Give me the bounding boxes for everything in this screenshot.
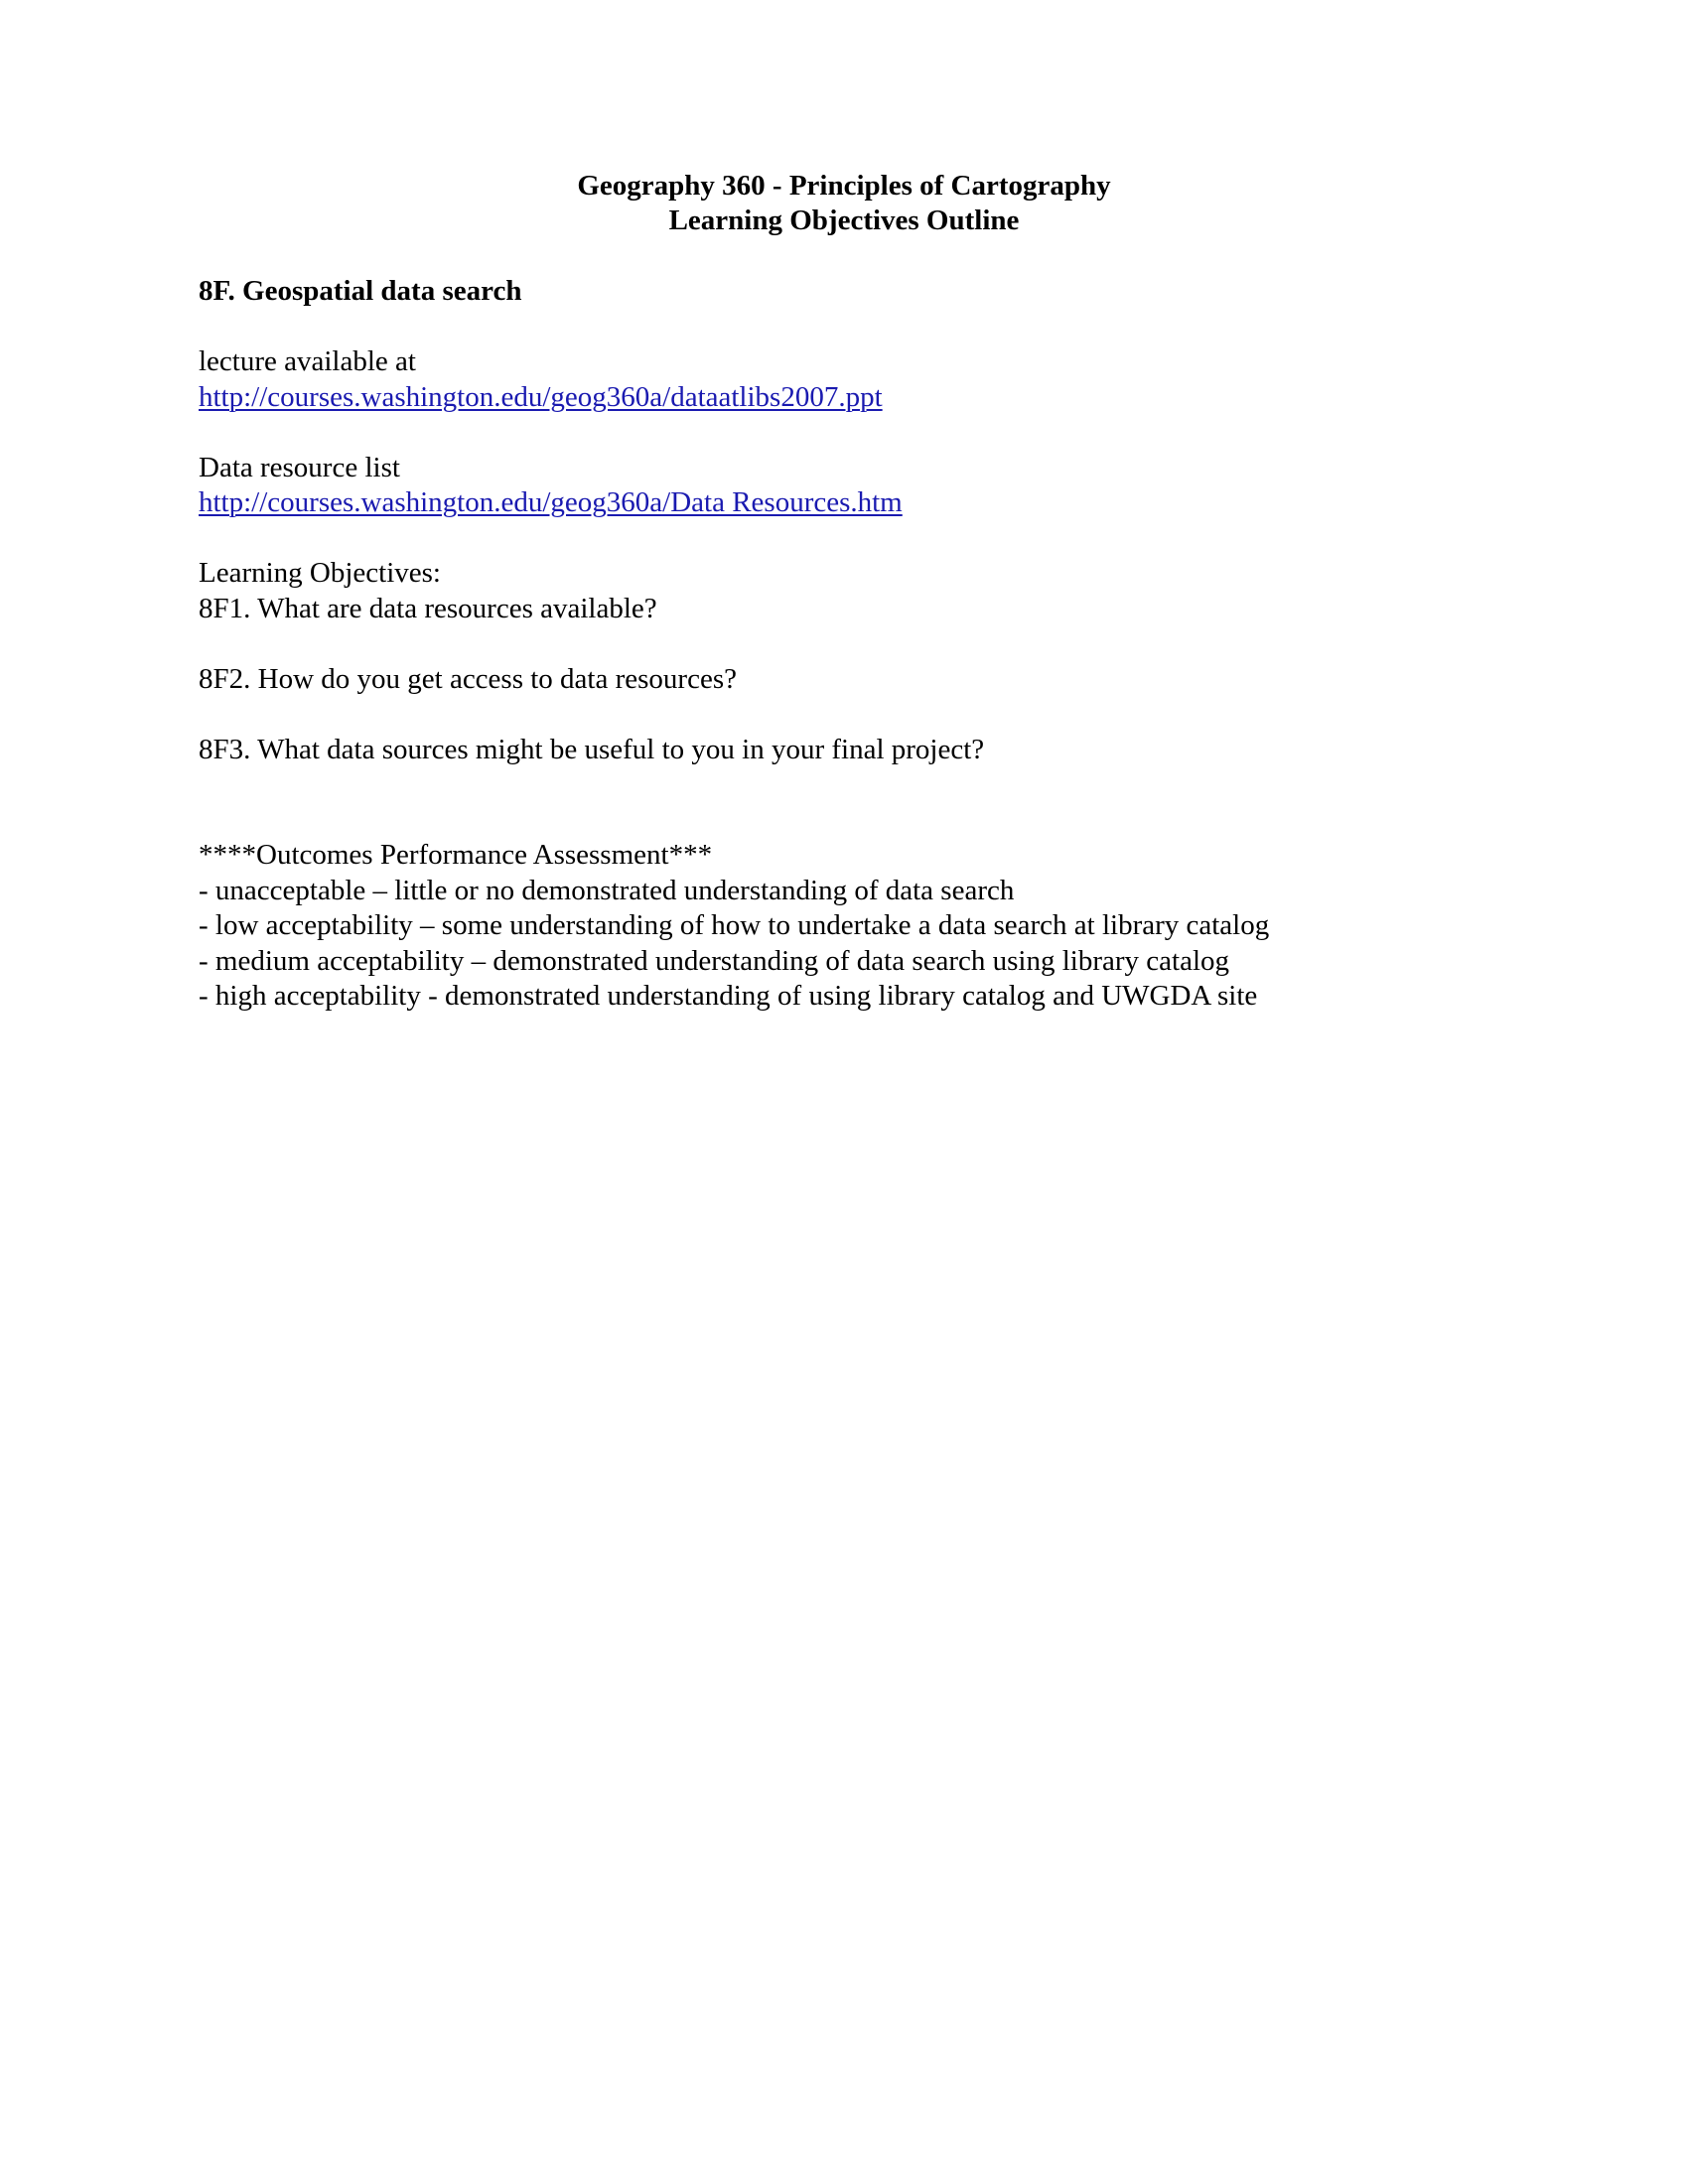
objective-item: 8F2. How do you get access to data resources? — [199, 662, 737, 695]
assessment-title: ****Outcomes Performance Assessment*** — [199, 839, 713, 871]
spacer — [199, 521, 1609, 557]
resources-link[interactable]: http://courses.washington.edu/geog360a/Data Resources.htm — [199, 486, 903, 518]
lecture-link-line — [199, 380, 1609, 416]
lecture-link[interactable]: http://courses.washington.edu/geog360a/dataatlibs2007.ppt — [199, 380, 883, 413]
spacer — [199, 626, 1609, 662]
document-title: Geography 360 - Principles of Cartography — [577, 170, 1111, 202]
assessment-item: - unacceptable – little or no demonstrated understanding of data search — [199, 874, 1015, 906]
spacer — [199, 310, 1609, 345]
resources-link-line — [199, 485, 1609, 521]
resources-label: Data resource list — [199, 451, 400, 483]
assessment-item: - high acceptability - demonstrated understanding of using library catalog and UWGDA site — [199, 980, 1258, 1012]
section-heading: 8F. Geospatial data search — [199, 275, 522, 307]
objective-item: 8F3. What data sources might be useful to you in your final project? — [199, 733, 985, 765]
objective-item: 8F1. What are data resources available? — [199, 592, 657, 624]
spacer — [199, 697, 1609, 733]
lecture-label: lecture available at — [199, 345, 416, 377]
document-header — [0, 169, 1688, 238]
spacer — [199, 767, 1609, 838]
document-subtitle: Learning Objectives Outline — [668, 205, 1020, 236]
spacer — [199, 415, 1609, 451]
document-body — [199, 274, 1609, 1015]
assessment-item: - medium acceptability – demonstrated understanding of data search using library catalog — [199, 944, 1230, 977]
objectives-label: Learning Objectives: — [199, 557, 441, 589]
assessment-item: - low acceptability – some understanding of how to undertake a data search at library catalog — [199, 909, 1270, 941]
